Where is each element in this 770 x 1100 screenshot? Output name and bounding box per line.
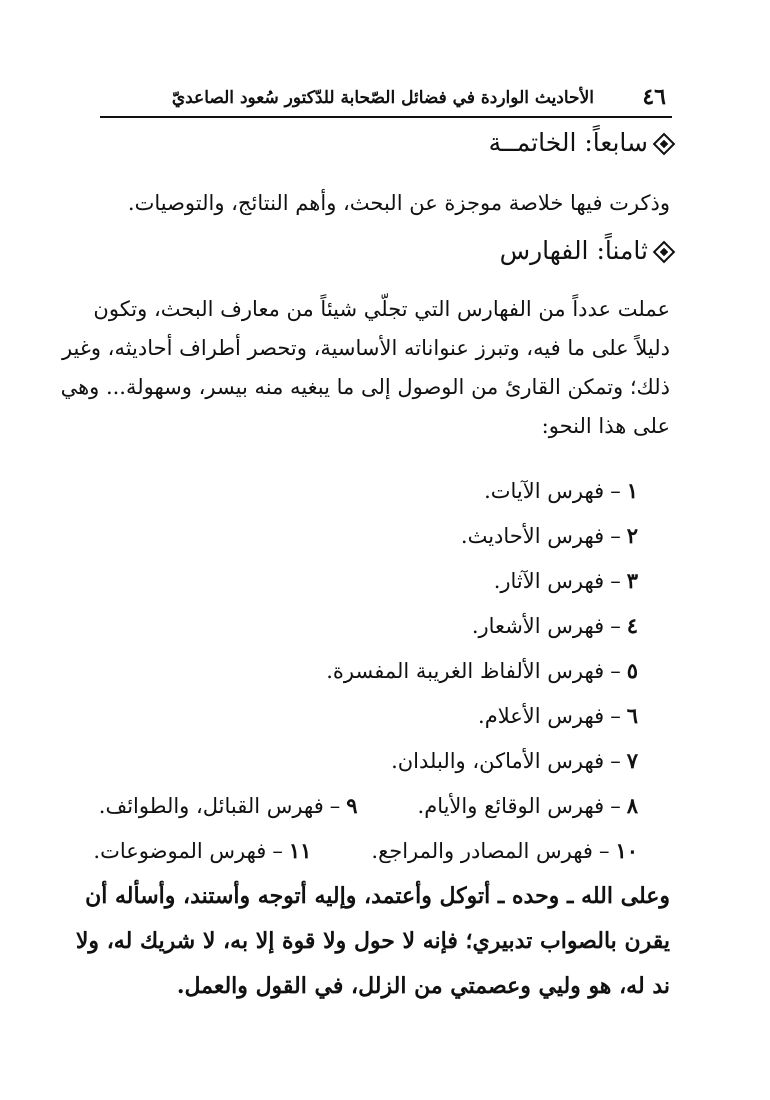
item-number: ١١ — [288, 838, 312, 863]
list-item: ٤–فهرس الأشعار. — [471, 613, 638, 638]
paragraph-line: دليلاً على ما فيه، وتبرز عنواناته الأساسية، وتحصر أطراف أحاديثه، وغير — [61, 336, 670, 360]
paragraph-line: وعلى الله ـ وحده ـ أتوكل وأعتمد، وإليه أتوجه وأستند، وأسأله أن — [85, 883, 670, 909]
section-heading-text: سابعاً: الخاتمــة — [488, 128, 648, 157]
index-list — [93, 468, 670, 873]
indexes-paragraph — [60, 290, 670, 446]
item-label: فهرس الآيات. — [484, 479, 605, 503]
paragraph-line: عملت عدداً من الفهارس التي تجلّي شيئاً من معارف البحث، وتكون — [93, 297, 670, 321]
paragraph-line: ذلك؛ وتمكن القارئ من الوصول إلى ما يبغيه منه بيسر، وسهولة... وهي — [60, 375, 670, 399]
closing-paragraph — [75, 874, 670, 1009]
running-title: الأحاديث الواردة في فضائل الصّحابة للدّكتور سُعود الصاعديّ — [171, 88, 594, 108]
section-heading-indexes — [500, 236, 670, 265]
list-item: ٧–فهرس الأماكن، والبلدان. — [391, 748, 638, 773]
item-number: ٨ — [626, 793, 638, 818]
list-item: ٢–فهرس الأحاديث. — [460, 523, 638, 548]
item-label: فهرس الأشعار. — [471, 614, 605, 638]
item-number: ٣ — [626, 568, 638, 593]
paragraph-line: ند له، هو وليي وعصمتي من الزلل، في القول والعمل. — [176, 973, 670, 999]
list-item: ٣–فهرس الآثار. — [493, 568, 638, 593]
item-label: فهرس المصادر والمراجع. — [371, 839, 593, 863]
item-number: ١ — [626, 478, 638, 503]
paragraph-line: يقرن بالصواب تدبيري؛ فإنه لا حول ولا قوة إلا به، لا شريك له، ولا — [75, 928, 670, 954]
paragraph-line: على هذا النحو: — [541, 414, 670, 438]
item-label: فهرس القبائل، والطوائف. — [98, 794, 324, 818]
list-item: ٨–فهرس الوقائع والأيام.٩–فهرس القبائل، والطوائف. — [98, 793, 638, 818]
list-item: ١–فهرس الآيات. — [484, 478, 638, 503]
item-number: ٥ — [626, 658, 638, 683]
diamond-bullet-icon — [656, 244, 670, 258]
item-label: فهرس الوقائع والأيام. — [417, 794, 605, 818]
item-number: ٤ — [626, 613, 638, 638]
page-number: ٤٦ — [642, 84, 666, 110]
list-item: ٦–فهرس الأعلام. — [478, 703, 638, 728]
paragraph-line: وذكرت فيها خلاصة موجزة عن البحث، وأهم النتائج، والتوصيات. — [127, 191, 670, 215]
item-number: ٧ — [626, 748, 638, 773]
list-item: ١٠–فهرس المصادر والمراجع.١١–فهرس الموضوعات. — [93, 838, 638, 863]
diamond-bullet-icon — [656, 136, 670, 150]
item-label: فهرس الموضوعات. — [93, 839, 267, 863]
item-label: فهرس الأحاديث. — [460, 524, 605, 548]
item-label: فهرس الألفاظ الغريبة المفسرة. — [326, 659, 605, 683]
item-label: فهرس الآثار. — [493, 569, 605, 593]
section-heading-conclusion — [489, 128, 670, 157]
item-number: ٢ — [626, 523, 638, 548]
item-number: ١٠ — [615, 838, 638, 863]
page-header — [100, 82, 672, 118]
item-number: ٩ — [346, 793, 358, 818]
conclusion-paragraph — [100, 184, 670, 223]
item-number: ٦ — [626, 703, 638, 728]
item-label: فهرس الأماكن، والبلدان. — [391, 749, 605, 773]
item-label: فهرس الأعلام. — [478, 704, 605, 728]
list-item: ٥–فهرس الألفاظ الغريبة المفسرة. — [326, 658, 638, 683]
section-heading-text: ثامناً: الفهارس — [499, 236, 648, 265]
